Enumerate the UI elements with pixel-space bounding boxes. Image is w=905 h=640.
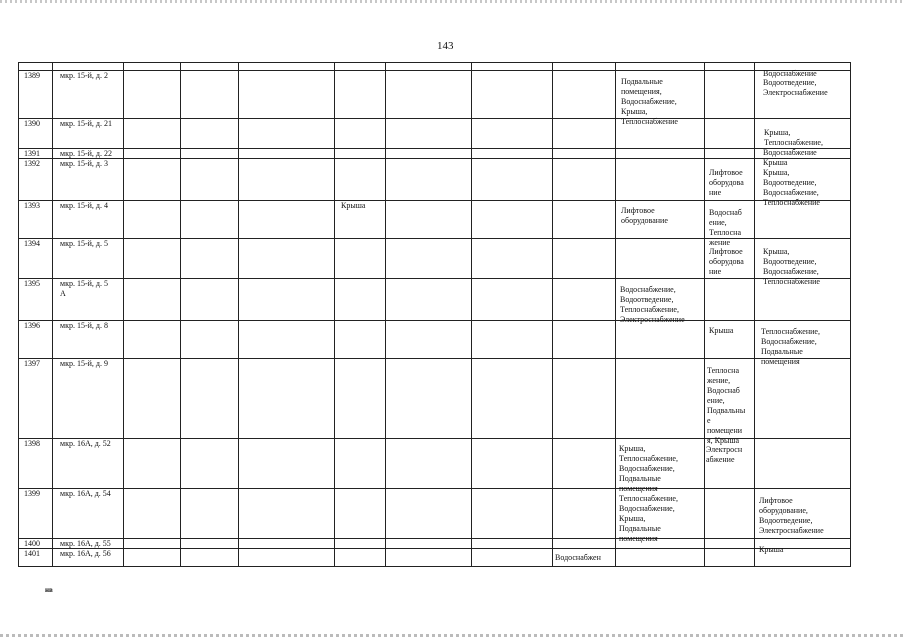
row-number: 1393 (24, 201, 40, 210)
table-row-line (18, 200, 851, 201)
work-type-cell: Лифтовое оборудова ние (709, 168, 744, 197)
table-col-line (180, 62, 181, 567)
table-row-line (18, 62, 851, 63)
table-row-line (18, 158, 851, 159)
row-address: мкр. 16А, д. 56 (60, 549, 111, 558)
work-type-cell: Крыша (341, 201, 366, 210)
work-type-cell: Крыша, Водоотведение, Водоснабжение, Теплоснабжение (763, 247, 820, 286)
row-address: мкр. 15-й, д. 9 (60, 359, 108, 368)
row-address: мкр. 15-й, д. 8 (60, 321, 108, 330)
work-type-cell: Электросн абжение (706, 445, 743, 464)
row-address: мкр. 16А, д. 55 (60, 539, 111, 548)
row-number: 1395 (24, 279, 40, 288)
table-row-line (18, 148, 851, 149)
table-col-line (850, 62, 851, 567)
table-col-line (552, 62, 553, 567)
table-row-line (18, 320, 851, 321)
row-number: 1394 (24, 239, 40, 248)
table-row-line (18, 118, 851, 119)
table-row-line (18, 538, 851, 539)
table-col-line (471, 62, 472, 567)
work-type-cell: Лифтовое оборудова ние (709, 247, 744, 276)
table-col-line (615, 62, 616, 567)
work-type-cell: Крыша (709, 326, 734, 335)
work-type-cell: Крыша (759, 545, 784, 554)
table-col-line (18, 62, 19, 567)
table-row-line (18, 488, 851, 489)
table-row-line (18, 566, 851, 567)
work-type-cell: Крыша, Теплоснабжение, (764, 128, 823, 147)
work-type-cell: Теплоснабжение, Водоснабжение, Крыша, Подвальные помещения (619, 494, 678, 543)
work-type-cell: Подвальные помещения, Водоснабжение, Крыша, Теплоснабжение (621, 77, 678, 126)
row-address: мкр. 15-й, д. 21 (60, 119, 112, 128)
row-number: 1392 (24, 159, 40, 168)
row-number: 1391 (24, 149, 40, 158)
row-address: мкр. 15-й, д. 2 (60, 71, 108, 80)
row-address: мкр. 15-й, д. 5 (60, 239, 108, 248)
table-col-line (385, 62, 386, 567)
row-number: 1398 (24, 439, 40, 448)
table-col-line (238, 62, 239, 567)
work-type-cell: Крыша, Водоотведение, Водоснабжение, Теплоснабжение (763, 168, 820, 207)
scan-artifact-top (0, 0, 905, 3)
work-type-cell: Водоснабжение (763, 69, 817, 78)
footer-mark: нв (45, 586, 53, 594)
row-number: 1399 (24, 489, 40, 498)
work-type-cell: Теплосна жение, Водоснаб ение, Подвальны е помещени я, Крыша (707, 366, 746, 445)
table-col-line (123, 62, 124, 567)
row-address: мкр. 16А, д. 52 (60, 439, 111, 448)
row-number: 1396 (24, 321, 40, 330)
work-type-cell: Водоснаб ение, Теплосна жение (709, 208, 742, 247)
work-type-cell: Водоснабжен (555, 553, 601, 562)
row-address: мкр. 15-й, д. 4 (60, 201, 108, 210)
work-type-cell: Крыша (763, 158, 788, 167)
table-row-line (18, 278, 851, 279)
page-number: 143 (437, 40, 454, 52)
row-address: мкр. 15-й, д. 5 А (60, 279, 108, 298)
work-type-cell: Крыша, Теплоснабжение, Водоснабжение, Подвальные помещения (619, 444, 678, 493)
work-type-cell: Теплоснабжение, Водоснабжение, Подвальные помещения (761, 327, 820, 366)
row-number: 1400 (24, 539, 40, 548)
work-type-cell: Лифтовое оборудование (621, 206, 668, 225)
table-col-line (704, 62, 705, 567)
table-row-line (18, 358, 851, 359)
work-type-cell: Лифтовое оборудование, Водоотведение, Электроснабжение (759, 496, 824, 535)
work-type-cell: Водоснабжение, Водоотведение, Теплоснабжение, Электроснабжение (620, 285, 685, 324)
row-number: 1390 (24, 119, 40, 128)
scan-artifact-bottom (0, 634, 905, 637)
table-row-line (18, 548, 851, 549)
work-type-cell: Водоотведение, Электроснабжение (763, 78, 828, 97)
table-col-line (52, 62, 53, 567)
row-address: мкр. 16А, д. 54 (60, 489, 111, 498)
work-type-cell: Водоснабжение (763, 148, 817, 157)
table-row-line (18, 70, 851, 71)
row-number: 1389 (24, 71, 40, 80)
table-col-line (754, 62, 755, 567)
row-number: 1401 (24, 549, 40, 558)
row-address: мкр. 15-й, д. 22 (60, 149, 112, 158)
table-col-line (334, 62, 335, 567)
row-address: мкр. 15-й, д. 3 (60, 159, 108, 168)
row-number: 1397 (24, 359, 40, 368)
